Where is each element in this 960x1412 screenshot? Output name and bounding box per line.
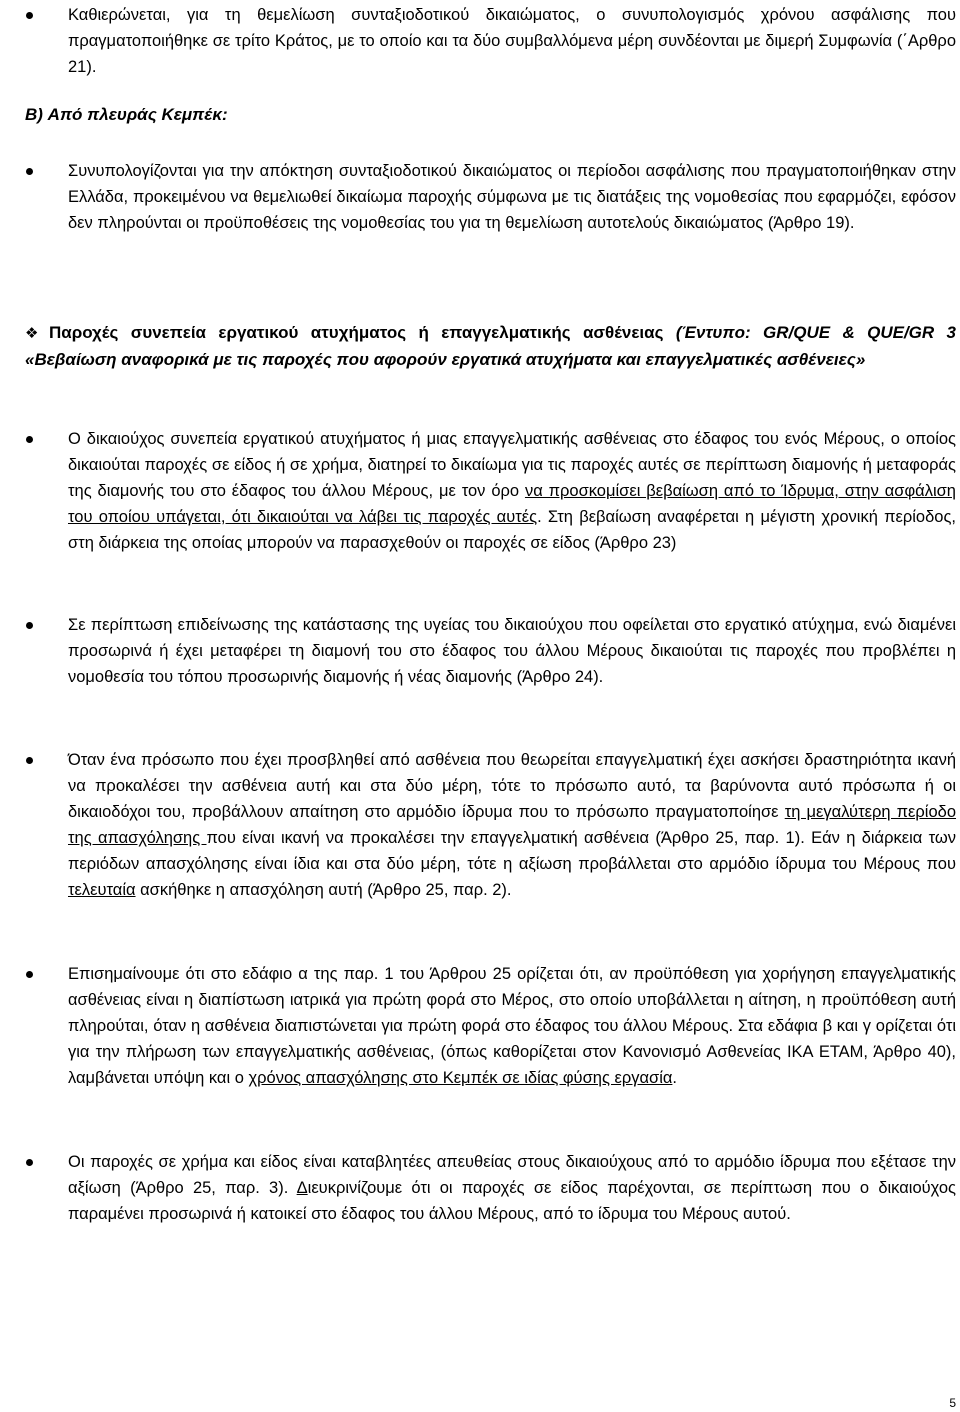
section-title — [25, 320, 956, 373]
bullet-text-underlined: χρόνος απασχόλησης στο Κεμπέκ σε ιδίας φύσης εργασία — [248, 1069, 673, 1087]
bullet-text: Ο δικαιούχος συνεπεία εργατικού ατυχήματος ή μιας επαγγελματικής ασθένειας στο έδαφος του ενός Μέρους, ο οποίος δικαιούται παροχές σε είδος ή σε χρήμα, διατηρεί το δικαίωμα για τις παροχές αυτές σε περίπτωση διαμονής ή μεταφοράς της διαμονής του στο έδαφος του άλλου Μέρους, με τον όρο — [68, 430, 956, 500]
bullet-text-underlined: να προσκομίσει βεβαίωση από το Ίδρυμα, στην ασφάλιση του οποίου υπάγεται, ότι δικαιούται να λάβει τις παροχές αυτές — [68, 482, 956, 526]
bullet-dot-icon — [26, 12, 33, 19]
bullet-item — [68, 2, 956, 80]
bullet-text: Όταν ένα πρόσωπο που έχει προσβληθεί από ασθένεια που θεωρείται επαγγελματική έχει ασκήσει δραστηριότητα ικανή να προκαλέσει την ασθένεια αυτή και στα δύο μέρη, τότε το πρόσωπο αυτό, τα βαρύνοντα αυτό πρόσωπα ή οι δικαιοδόχοι του, προβάλλουν απαίτηση στο αρμόδιο ίδρυμα που το πρόσωπο πραγματοποίησε — [68, 751, 956, 821]
bullet-text: . Στη βεβαίωση αναφέρεται η μέγιστη χρονική περίοδος, στη διάρκεια της οποίας μπορούν να παρασχεθούν οι παροχές σε είδος (Άρθρο 23) — [68, 508, 956, 552]
bullet-text: ιευκρινίζουμε ότι οι παροχές σε είδος παρέχονται, σε περίπτωση που ο δικαιούχος παραμένει προσωρινά ή κατοικεί στο έδαφος του άλλου Μέρους, από το ίδρυμα του Μέρους αυτού. — [68, 1179, 956, 1223]
bullet-text: Σε περίπτωση επιδείνωσης της κατάστασης της υγείας του δικαιούχου που οφείλεται στο εργατικό ατύχημα, ενώ διαμένει προσωρινά ή έχει μεταφέρει τη διαμονή του στο έδαφος του άλλου Μέρους δικαιούται τις παροχές που προβλέπει η νομοθεσία του τόπου προσωρινής διαμονής ή νέας διαμονής (Άρθρο 24). — [68, 616, 956, 686]
bullet-dot-icon — [26, 168, 33, 175]
bullet-text: Επισημαίνουμε ότι στο εδάφιο α της παρ. 1 του Άρθρου 25 ορίζεται ότι, αν προϋπόθεση για χορήγηση επαγγελματικής ασθένειας είναι η διαπίστωση ιατρικά για πρώτη φορά στο Μέρος, στο οποίο υποβάλλεται η αίτηση, η προϋπόθεση αυτή πληρούται, όταν η ασθένεια διαπιστώνεται για πρώτη φορά στο έδαφος του άλλου Μέρους. Στα εδάφια β και γ ορίζεται ότι για την πλήρωση των επαγγελματικής ασθένειας, (όπως καθορίζεται στον Κανονισμό Ασθενείας ΙΚΑ ΕΤΑΜ, Άρθρο 40), λαμβάνεται υπόψη και ο — [68, 965, 956, 1087]
bullet-text-underlined: τελευταία — [68, 881, 136, 899]
bullet-text: που είναι ικανή να προκαλέσει την επαγγελματική ασθένεια (Άρθρο 25, παρ. 1). Εάν η διάρκεια των περιόδων απασχόλησης είναι ίδια και στα δύο μέρη, τότε η αξίωση προβάλλεται στο αρμόδιο ίδρυμα του Μέρους που — [68, 829, 957, 873]
bullet-item — [68, 426, 956, 556]
section-title-form: (Έντυπο: GR/QUE & QUE/GR 3 «Βεβαίωση αναφορικά με τις παροχές που αφορούν εργατικά ατυχήματα και επαγγελματικές ασθένειες» — [25, 323, 956, 369]
bullet-dot-icon — [26, 757, 33, 764]
bullet-text: Καθιερώνεται, για τη θεμελίωση συνταξιοδοτικού δικαιώματος, ο συνυπολογισμός χρόνου ασφάλισης που πραγματοποιήθηκε σε τρίτο Κράτος, με το οποίο και τα δύο συμβαλλόμενα μέρη συνδέονται με διμερή Συμφωνία (΄Αρθρο 21). — [68, 6, 956, 76]
bullet-dot-icon — [26, 622, 33, 629]
bullet-text: ασκήθηκε η απασχόληση αυτή (Άρθρο 25, παρ. 2). — [135, 881, 512, 899]
section-title-bold: Παροχές συνεπεία εργατικού ατυχήματος ή επαγγελματικής ασθένειας — [49, 323, 664, 342]
bullet-text: Συνυπολογίζονται για την απόκτηση συνταξιοδοτικού δικαιώματος οι περίοδοι ασφάλισης που πραγματοποιήθηκαν στην Ελλάδα, προκειμένου να θεμελιωθεί δικαίωμα παροχής σύμφωνα με τις διατάξεις της νομοθεσίας που εφαρμόζει, εφόσον δεν πληρούνται οι προϋποθέσεις της νομοθεσίας του για τη θεμελίωση αυτοτελούς δικαιώματος (Άρθρο 19). — [68, 162, 956, 232]
bullet-dot-icon — [26, 971, 33, 978]
bullet-text-underlined: Δ — [296, 1179, 308, 1197]
bullet-dot-icon — [26, 1159, 33, 1166]
page-number: 5 — [949, 1396, 956, 1410]
bullet-text: Οι παροχές σε χρήμα και είδος είναι καταβλητέες απευθείας στους δικαιούχους από το αρμόδιο ίδρυμα που εξέτασε την αξίωση (Άρθρο 25, παρ. 3). — [68, 1153, 956, 1197]
bullet-item — [68, 747, 956, 903]
bullet-item — [68, 1149, 956, 1227]
bullet-dot-icon — [26, 436, 33, 443]
bullet-text: . — [672, 1069, 677, 1087]
section-heading-quebec: B) Από πλευράς Κεμπέκ: — [25, 105, 228, 124]
diamond-bullet-icon: ❖ — [25, 325, 39, 342]
bullet-text-underlined: τη μεγαλύτερη περίοδο της απασχόλησης — [68, 803, 957, 847]
bullet-item — [68, 612, 956, 690]
bullet-item — [68, 961, 956, 1091]
bullet-item — [68, 158, 956, 236]
